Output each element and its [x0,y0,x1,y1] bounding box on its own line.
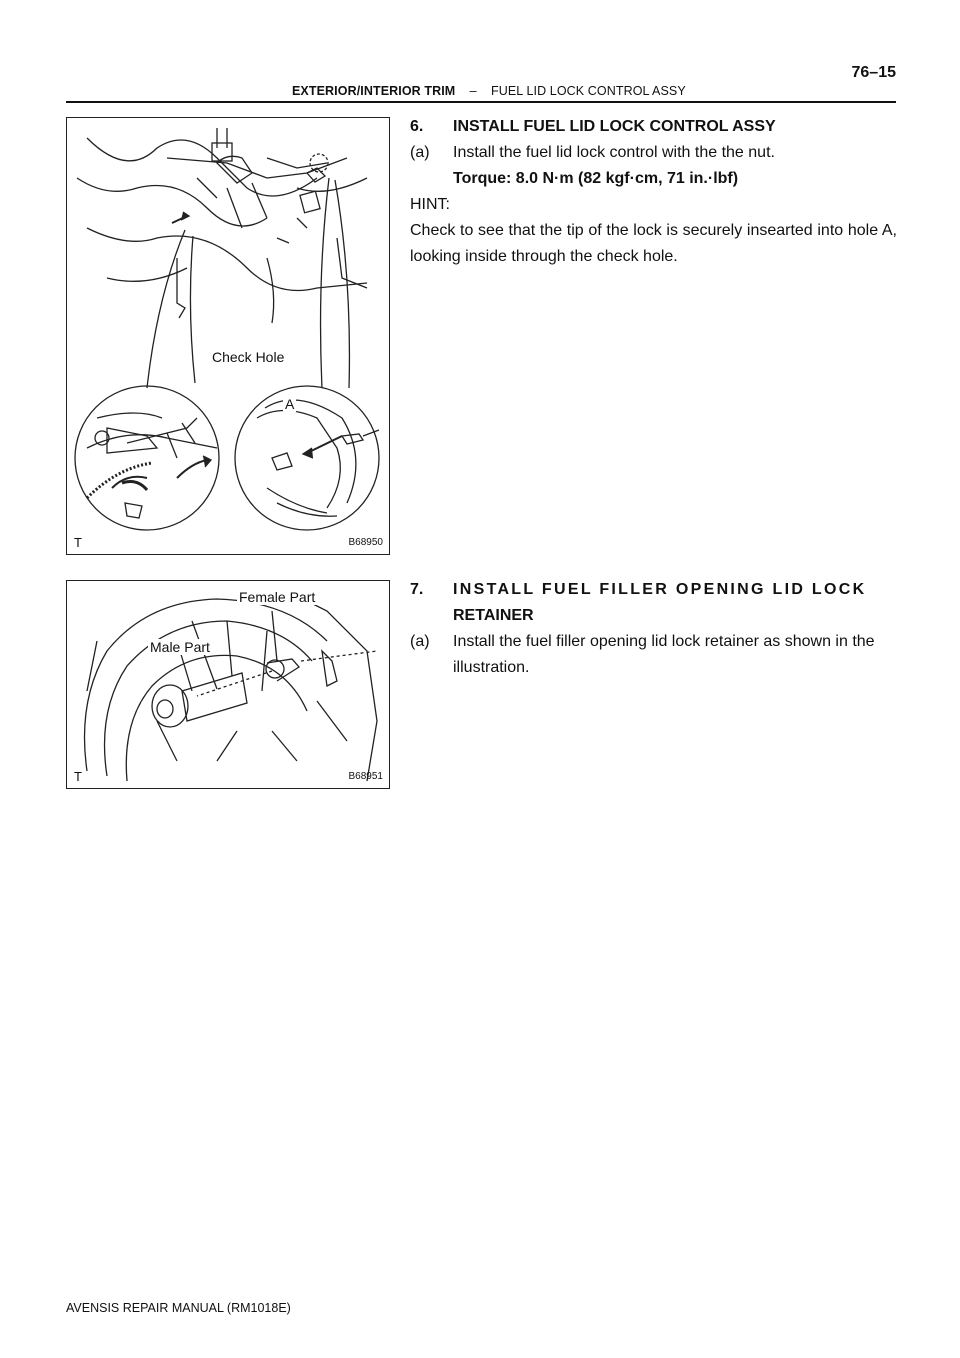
torque-spec: Torque: 8.0 N·m (82 kgf·cm, 71 in.·lbf) [453,170,739,187]
step-6-heading [410,114,897,140]
figure-code: B68951 [348,771,383,782]
step-7-section [410,577,897,681]
figure-corner-mark: T [74,769,82,784]
hint-text: Check to see that the tip of the lock is securely insearted into hole A, looking inside through the check hole. [410,222,897,265]
header-title [292,84,686,98]
step-6a-text: Install the fuel lid lock control with the the nut. [453,144,775,161]
page-footer: AVENSIS REPAIR MANUAL (RM1018E) [66,1301,291,1315]
step-7-title-line2: RETAINER [453,607,534,624]
page-number: 76–15 [851,64,896,81]
header-rule [66,101,896,103]
hint-label: HINT: [410,196,450,213]
callout-hole-a: A [285,396,295,412]
page-header [66,62,896,104]
header-section: EXTERIOR/INTERIOR TRIM [292,84,456,98]
figure-corner-mark: T [74,535,82,550]
callout-female-part: Female Part [239,589,316,605]
illustration-lock-retainer [67,581,389,788]
step-7a-index: (a) [410,633,430,650]
header-separator: – [469,84,477,98]
step-7a-text: Install the fuel filler opening lid lock retainer as shown in the illustration. [453,633,875,676]
illustration-lock-control [67,118,389,554]
figure-fuel-lid-lock-control [66,117,390,555]
step-7-number: 7. [410,581,424,598]
figure-code: B68950 [348,537,383,548]
step-7-title-line1: INSTALL FUEL FILLER OPENING LID LOCK [453,581,867,598]
header-subsection: FUEL LID LOCK CONTROL ASSY [490,84,686,98]
step-6-title: INSTALL FUEL LID LOCK CONTROL ASSY [453,118,776,135]
step-6-section [410,114,897,270]
step-6-number: 6. [410,118,424,135]
step-6a-index: (a) [410,144,430,161]
step-7-heading [410,577,897,603]
step-6a [410,140,897,166]
figure-lid-lock-retainer [66,580,390,789]
callout-male-part: Male Part [150,639,210,655]
step-7a [410,629,897,681]
callout-check-hole: Check Hole [212,349,285,365]
